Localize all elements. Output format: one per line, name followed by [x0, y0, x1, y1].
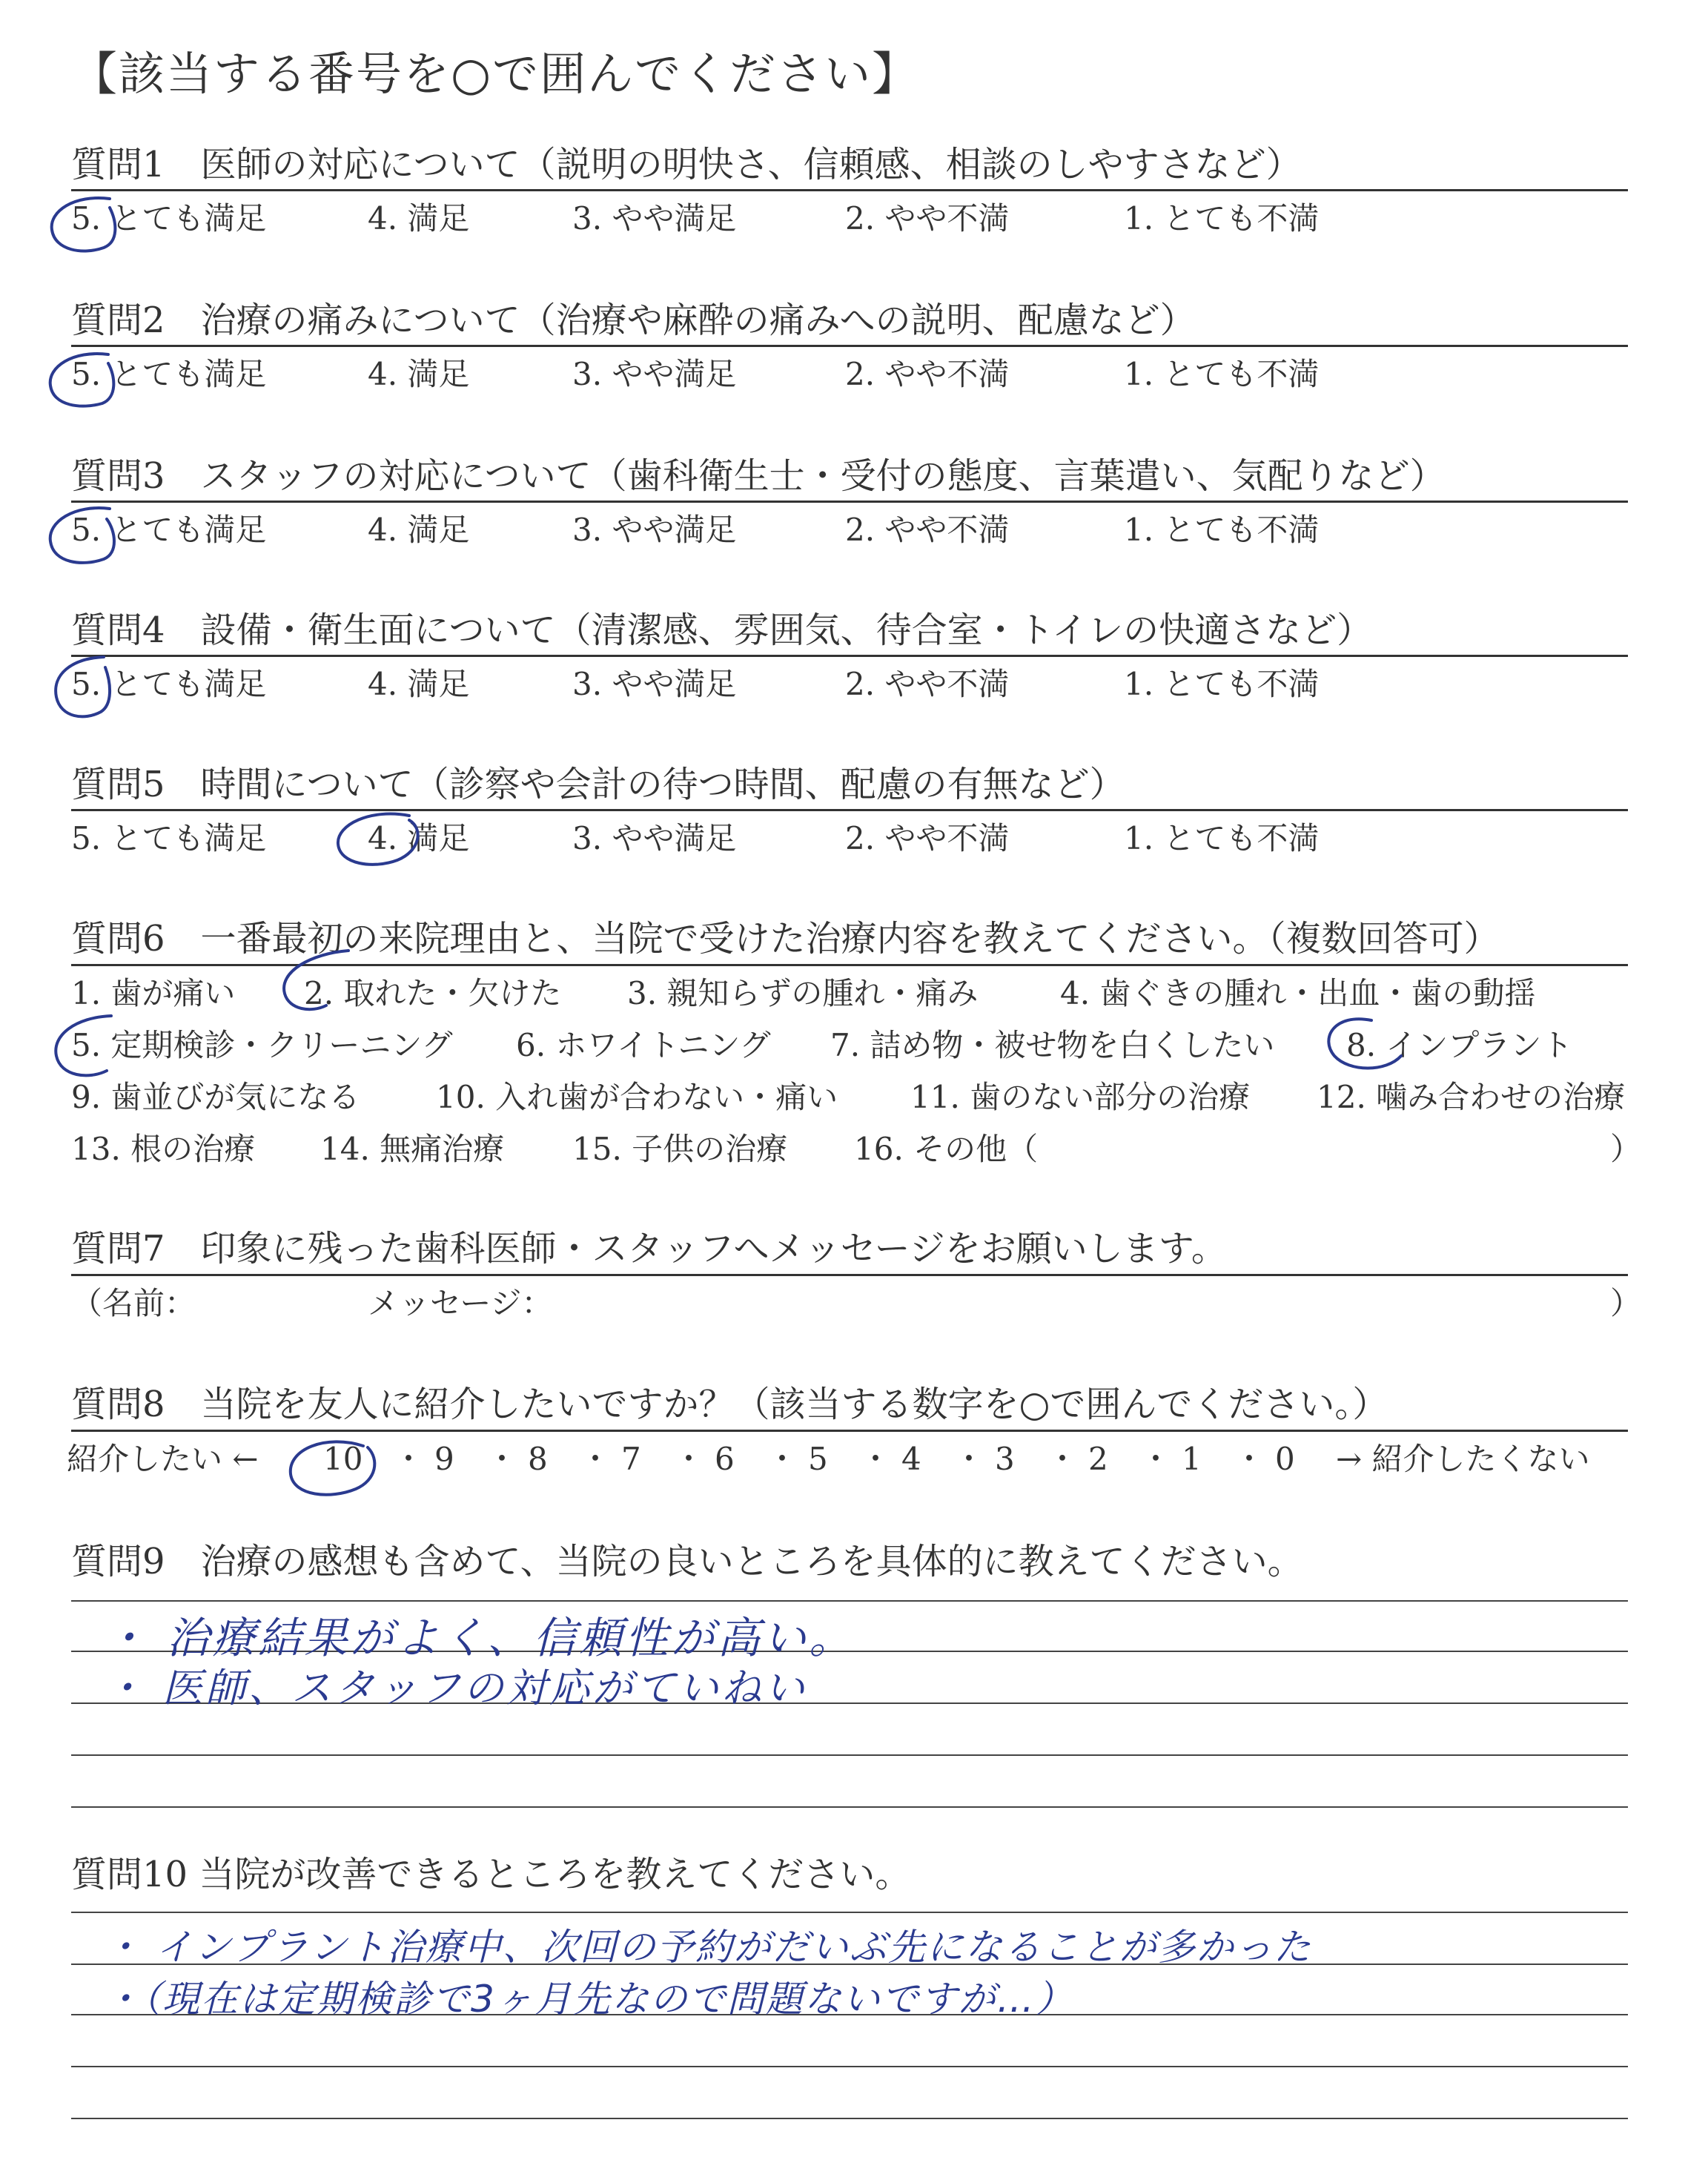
- question-5: [71, 761, 1628, 808]
- question-8: [71, 1381, 1628, 1428]
- name-label: （名前：: [71, 1285, 196, 1321]
- question-7: [71, 1225, 1628, 1272]
- reason-option-6[interactable]: 6. ホワイトニング: [516, 1027, 771, 1063]
- question-8-title: 質問8 当院を友人に紹介したいですか？（該当する数字を○で囲んでください。）: [71, 1384, 1388, 1425]
- score-7[interactable]: 7: [621, 1441, 641, 1477]
- score-4[interactable]: 4: [901, 1441, 921, 1477]
- answer-line: [71, 1806, 1628, 1808]
- score-separator: ・: [393, 1441, 425, 1477]
- option-2[interactable]: 2. やや不満: [845, 356, 1010, 392]
- reason-option-5[interactable]: 5. 定期検診・クリーニング: [71, 1027, 453, 1063]
- reason-option-16-close: ）: [1610, 1131, 1642, 1167]
- score-separator: ・: [953, 1441, 985, 1477]
- option-5[interactable]: 5. とても満足: [71, 666, 267, 702]
- question-4-title: 質問4 設備・衛生面について（清潔感、雰囲気、待合室・トイレの快適さなど）: [71, 610, 1373, 651]
- question-1: [71, 141, 1628, 188]
- reason-option-10[interactable]: 10. 入れ歯が合わない・痛い: [436, 1079, 838, 1115]
- score-separator: ・: [673, 1441, 705, 1477]
- handwritten-answer-4: ・（現在は定期検診で3ヶ月先なので問題ないですが…）: [104, 1978, 1074, 2021]
- answer-line: [71, 1600, 1628, 1602]
- question-2-title: 質問2 治療の痛みについて（治療や麻酔の痛みへの説明、配慮など）: [71, 300, 1196, 341]
- answer-line: [71, 2066, 1628, 2067]
- question-7-rule: [71, 1274, 1628, 1276]
- reason-option-7[interactable]: 7. 詰め物・被せ物を白くしたい: [830, 1027, 1275, 1063]
- option-1[interactable]: 1. とても不満: [1124, 666, 1320, 702]
- option-4[interactable]: 4. 満足: [368, 512, 470, 548]
- message-close: ）: [1610, 1285, 1642, 1321]
- question-6-title: 質問6 一番最初の来院理由と、当院で受けた治療内容を教えてください。（複数回答可）: [71, 918, 1500, 960]
- option-4[interactable]: 4. 満足: [368, 356, 470, 392]
- reason-option-4[interactable]: 4. 歯ぐきの腫れ・出血・歯の動揺: [1060, 975, 1536, 1011]
- page-title: 【該当する番号を○で囲んでください】: [71, 47, 920, 101]
- score-9[interactable]: 9: [434, 1441, 454, 1477]
- score-separator: ・: [486, 1441, 518, 1477]
- option-1[interactable]: 1. とても不満: [1124, 200, 1320, 237]
- question-5-title: 質問5 時間について（診察や会計の待つ時間、配慮の有無など）: [71, 764, 1125, 805]
- question-1-rule: [71, 189, 1628, 191]
- answer-line: [71, 1754, 1628, 1756]
- question-9-title: 質問9 治療の感想も含めて、当院の良いところを具体的に教えてください。: [71, 1541, 1303, 1582]
- score-1[interactable]: 1: [1182, 1441, 1202, 1477]
- option-1[interactable]: 1. とても不満: [1124, 820, 1320, 856]
- question-6-rule: [71, 964, 1628, 966]
- question-8-rule: [71, 1430, 1628, 1432]
- handwritten-answer-2: ・ 医師、スタッフの対応がていねい: [104, 1665, 808, 1711]
- question-6: [71, 915, 1628, 962]
- reason-option-8[interactable]: 8. インプラント: [1346, 1027, 1573, 1063]
- score-6[interactable]: 6: [715, 1441, 735, 1477]
- question-1-title: 質問1 医師の対応について（説明の明快さ、信頼感、相談のしやすさなど）: [71, 144, 1302, 185]
- reason-option-14[interactable]: 14. 無痛治療: [320, 1131, 505, 1167]
- question-7-title: 質問7 印象に残った歯科医師・スタッフへメッセージをお願いします。: [71, 1228, 1227, 1269]
- question-3-rule: [71, 501, 1628, 503]
- reason-option-3[interactable]: 3. 親知らずの腫れ・痛み: [627, 975, 979, 1011]
- question-10: [71, 1851, 1628, 1898]
- option-3[interactable]: 3. やや満足: [572, 666, 737, 702]
- score-2[interactable]: 2: [1088, 1441, 1108, 1477]
- reason-option-11[interactable]: 11. 歯のない部分の治療: [910, 1079, 1251, 1115]
- score-separator: ・: [1234, 1441, 1265, 1477]
- recommend-right-label: → 紹介したくない: [1336, 1441, 1590, 1477]
- message-label: メッセージ：: [368, 1285, 553, 1321]
- score-separator: ・: [767, 1441, 798, 1477]
- score-separator: ・: [1047, 1441, 1079, 1477]
- option-3[interactable]: 3. やや満足: [572, 356, 737, 392]
- question-2-rule: [71, 345, 1628, 347]
- option-5[interactable]: 5. とても満足: [71, 200, 267, 237]
- handwritten-answer-3: ・ インプラント治療中、次回の予約がだいぶ先になることが多かった: [104, 1926, 1312, 1969]
- reason-option-12[interactable]: 12. 噛み合わせの治療: [1317, 1079, 1626, 1115]
- option-4[interactable]: 4. 満足: [368, 200, 470, 237]
- score-separator: ・: [580, 1441, 612, 1477]
- score-10[interactable]: 10: [323, 1441, 363, 1477]
- option-3[interactable]: 3. やや満足: [572, 200, 737, 237]
- recommend-left-label: 紹介したい ←: [67, 1441, 259, 1477]
- option-4[interactable]: 4. 満足: [368, 666, 470, 702]
- answer-line: [71, 1912, 1628, 1913]
- option-4[interactable]: 4. 満足: [368, 820, 470, 856]
- question-4-rule: [71, 655, 1628, 657]
- option-5[interactable]: 5. とても満足: [71, 512, 267, 548]
- option-1[interactable]: 1. とても不満: [1124, 512, 1320, 548]
- reason-option-15[interactable]: 15. 子供の治療: [572, 1131, 788, 1167]
- score-separator: ・: [1140, 1441, 1172, 1477]
- score-5[interactable]: 5: [808, 1441, 828, 1477]
- reason-option-2[interactable]: 2. 取れた・欠けた: [304, 975, 562, 1011]
- reason-option-1[interactable]: 1. 歯が痛い: [71, 975, 236, 1011]
- question-4: [71, 607, 1628, 654]
- question-2: [71, 297, 1628, 344]
- question-3: [71, 452, 1628, 500]
- score-8[interactable]: 8: [528, 1441, 548, 1477]
- score-3[interactable]: 3: [995, 1441, 1015, 1477]
- score-0[interactable]: 0: [1275, 1441, 1295, 1477]
- option-2[interactable]: 2. やや不満: [845, 512, 1010, 548]
- question-3-title: 質問3 スタッフの対応について（歯科衛生士・受付の態度、言葉遣い、気配りなど）: [71, 455, 1446, 497]
- reason-option-13[interactable]: 13. 根の治療: [71, 1131, 256, 1167]
- score-separator: ・: [860, 1441, 892, 1477]
- question-5-rule: [71, 809, 1628, 811]
- question-10-title: 質問10 当院が改善できるところを教えてください。: [71, 1854, 911, 1895]
- reason-option-16[interactable]: 16. その他（: [854, 1131, 1039, 1167]
- handwritten-answer-1: ・ 治療結果がよく、信頼性が高い。: [104, 1613, 855, 1663]
- option-2[interactable]: 2. やや不満: [845, 200, 1010, 237]
- option-5[interactable]: 5. とても満足: [71, 356, 267, 392]
- reason-option-9[interactable]: 9. 歯並びが気になる: [71, 1079, 360, 1115]
- option-1[interactable]: 1. とても不満: [1124, 356, 1320, 392]
- option-2[interactable]: 2. やや不満: [845, 820, 1010, 856]
- option-2[interactable]: 2. やや不満: [845, 666, 1010, 702]
- question-9: [71, 1538, 1628, 1585]
- answer-line: [71, 2118, 1628, 2119]
- option-3[interactable]: 3. やや満足: [572, 512, 737, 548]
- option-5[interactable]: 5. とても満足: [71, 820, 267, 856]
- option-3[interactable]: 3. やや満足: [572, 820, 737, 856]
